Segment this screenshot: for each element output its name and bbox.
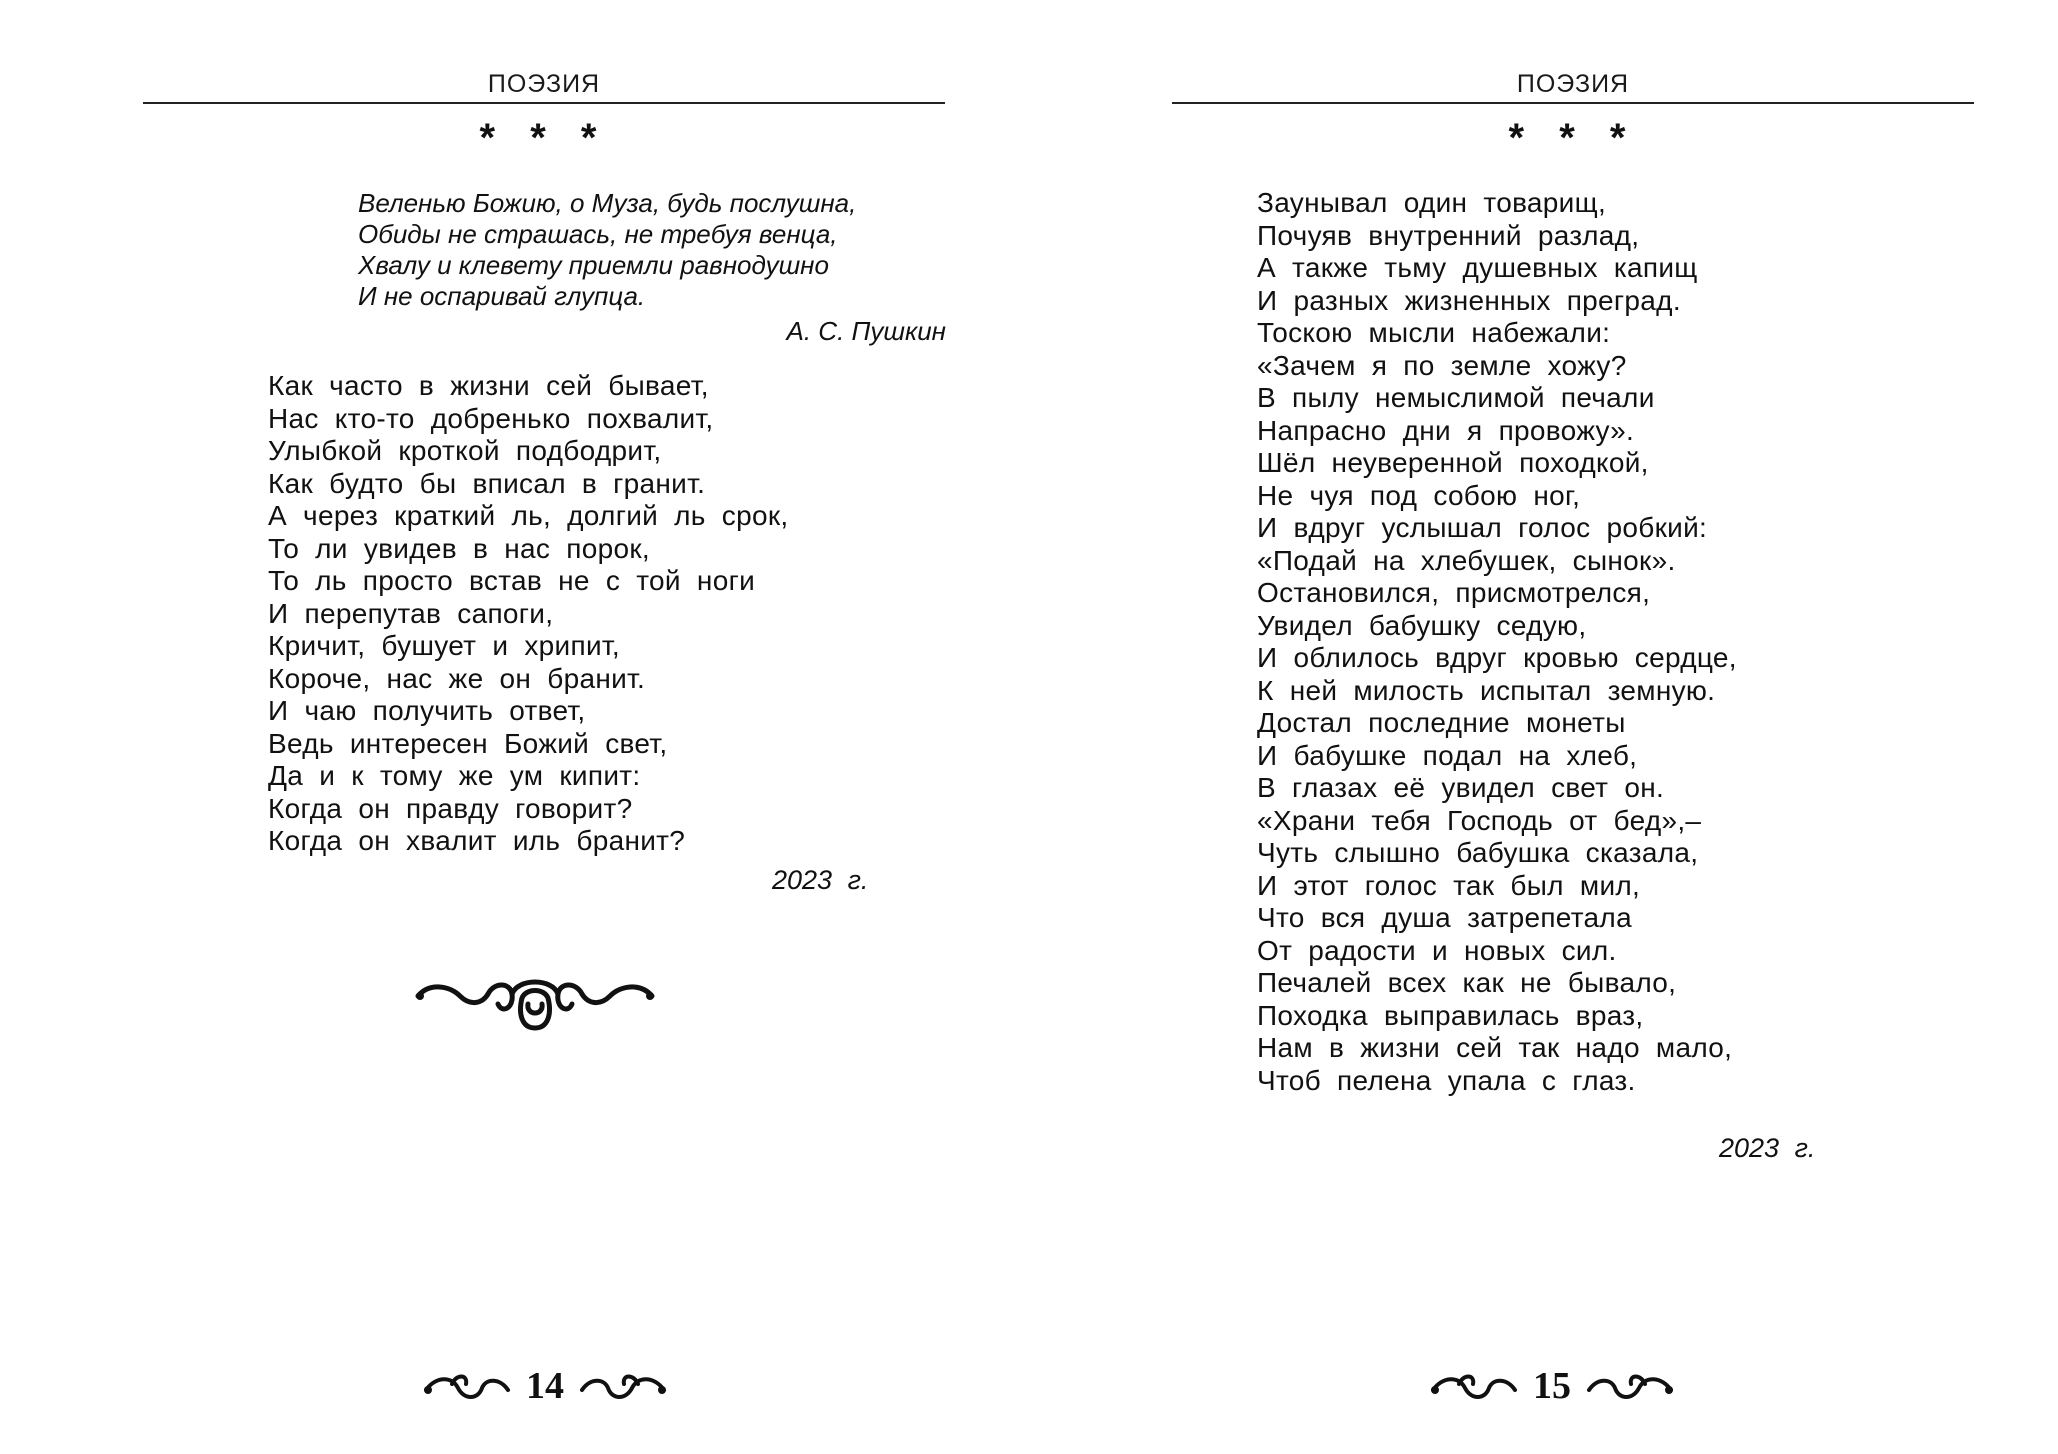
poem-line: Чтоб пелена упала с глаз. xyxy=(1257,1064,1636,1096)
poem-line: То ль просто встав не с той ноги xyxy=(268,565,756,596)
poem-line: Увидел бабушку седую, xyxy=(1257,609,1587,641)
poem-line: Да и к тому же ум кипит: xyxy=(268,760,641,791)
folio-right-flourish-icon xyxy=(578,1366,668,1406)
poem-line: Достал последние монеты xyxy=(1257,707,1626,738)
epigraph-line: Веленью Божию, о Муза, будь послушна, xyxy=(358,188,857,218)
poem-date: 2023 г. xyxy=(772,865,869,895)
poem-line: В пылу немыслимой печали xyxy=(1257,382,1655,413)
section-mark: * * * xyxy=(479,116,609,160)
poem-line: Как будто бы вписал в гранит. xyxy=(268,467,706,499)
page-number-folio xyxy=(400,1358,690,1414)
poem-line: Тоскою мысли набежали: xyxy=(1257,317,1611,348)
poem-line: И бабушке подал на хлеб, xyxy=(1257,739,1638,771)
poem-line: «Зачем я по земле хожу? xyxy=(1257,349,1627,381)
poem-line: Нам в жизни сей так надо мало, xyxy=(1257,1032,1733,1063)
poem-line: Нас кто-то добренько похвалит, xyxy=(268,402,714,434)
page-number-folio xyxy=(1407,1358,1697,1414)
poem-line: Улыбкой кроткой подбодрит, xyxy=(268,435,662,466)
poem-line: К ней милость испытал земную. xyxy=(1257,674,1716,706)
poem-line: Заунывал один товарищ, xyxy=(1257,187,1607,218)
poem-line: А также тьму душевных капищ xyxy=(1257,252,1698,283)
poem-date: 2023 г. xyxy=(1719,1133,1816,1163)
poem-line: Чуть слышно бабушка сказала, xyxy=(1257,837,1699,868)
poem-line: И этот голос так был мил, xyxy=(1257,869,1641,901)
header-rule xyxy=(1172,102,1974,104)
poem-line: А через краткий ль, долгий ль срок, xyxy=(268,500,789,531)
epigraph xyxy=(358,188,948,347)
poem-line: «Храни тебя Господь от бед»,– xyxy=(1257,804,1702,836)
header-rule xyxy=(143,102,945,104)
poem-line: Напрасно дни я провожу». xyxy=(1257,414,1635,446)
poem-line: Остановился, присмотрелся, xyxy=(1257,577,1651,608)
poem-line: Не чуя под собою ног, xyxy=(1257,479,1581,511)
page-number: 15 xyxy=(1533,1365,1571,1407)
poem-line: Шёл неуверенной походкой, xyxy=(1257,447,1649,478)
section-mark: * * * xyxy=(1508,116,1638,160)
right-page xyxy=(1029,0,2058,1454)
folio-left-flourish-icon xyxy=(1429,1366,1519,1406)
poem-line: И перепутав сапоги, xyxy=(268,597,554,629)
poem-line: И облилось вдруг кровью сердце, xyxy=(1257,642,1737,673)
running-head: ПОЭЗИЯ xyxy=(487,70,601,98)
folio-left-flourish-icon xyxy=(422,1366,512,1406)
poem-line: И чаю получить ответ, xyxy=(268,695,586,726)
poem-line: Короче, нас же он бранит. xyxy=(268,662,646,694)
poem-line: И разных жизненных преград. xyxy=(1257,284,1681,316)
poem-line: Как часто в жизни сей бывает, xyxy=(268,370,709,401)
epigraph-line: Обиды не страшась, не требуя венца, xyxy=(358,219,838,249)
poem-line: От радости и новых сил. xyxy=(1257,934,1617,966)
poem-line: Походка выправилась враз, xyxy=(1257,999,1644,1031)
poem-line: Ведь интересен Божий свет, xyxy=(268,727,668,759)
poem-line: Что вся душа затрепетала xyxy=(1257,902,1632,933)
poem-line: «Подай на хлебушек, сынок». xyxy=(1257,544,1676,576)
poem-line: Кричит, бушует и хрипит, xyxy=(268,630,620,661)
poem-line: Когда он хвалит иль бранит? xyxy=(268,825,686,856)
page-number: 14 xyxy=(526,1365,564,1407)
running-head: ПОЭЗИЯ xyxy=(1516,70,1630,98)
poem-line: В глазах её увидел свет он. xyxy=(1257,772,1665,803)
poem-line: То ли увидев в нас порок, xyxy=(268,532,650,564)
folio-right-flourish-icon xyxy=(1585,1366,1675,1406)
poem-line: Когда он правду говорит? xyxy=(268,792,633,824)
epigraph-line: Хвалу и клевету приемли равнодушно xyxy=(358,250,829,280)
poem-text xyxy=(1257,187,1957,1097)
flourish-ornament-icon xyxy=(410,964,660,1034)
epigraph-line: И не оспаривай глупца. xyxy=(358,281,646,311)
poem-line: Печалей всех как не бывало, xyxy=(1257,967,1677,998)
epigraph-author: А. С. Пушкин xyxy=(786,316,946,346)
poem-line: И вдруг услышал голос робкий: xyxy=(1257,512,1708,543)
poem-text xyxy=(268,370,908,858)
poem-line: Почуяв внутренний разлад, xyxy=(1257,219,1640,251)
